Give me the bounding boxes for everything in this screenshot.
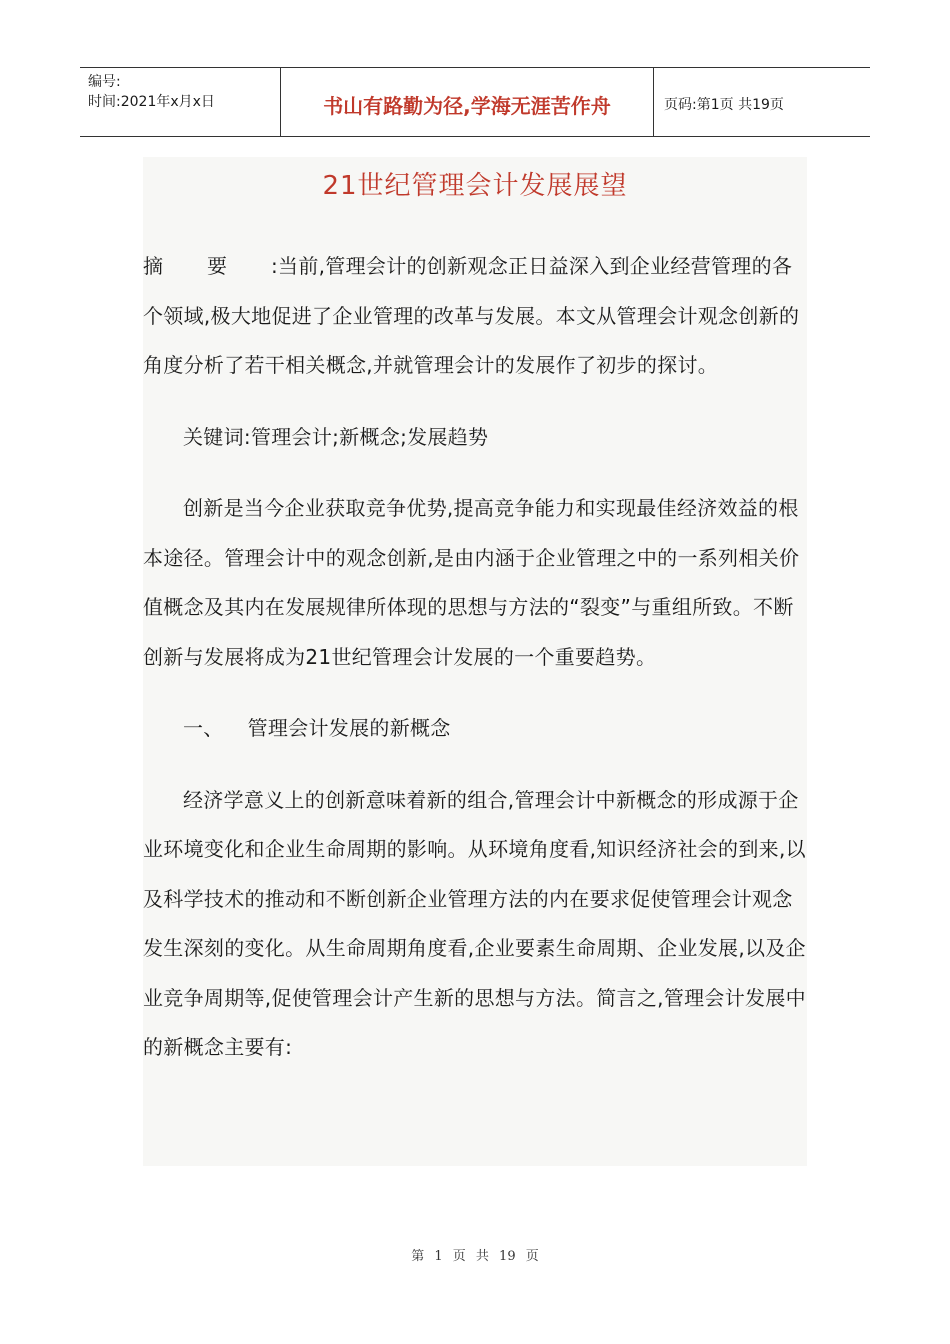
- abstract-label: 摘要: [143, 254, 271, 278]
- page-footer: 第 1 页 共 19 页: [411, 1249, 539, 1264]
- section-title: 管理会计发展的新概念: [247, 716, 451, 740]
- body-paragraph-2: 经济学意义上的创新意味着新的组合,管理会计中新概念的形成源于企业环境变化和企业生命周期的影响。从环境角度看,知识经济社会的到来,以及科学技术的推动和不断创新企业管理方法的内在要求促使管理会计观念发生深刻的变化。从生命周期角度看,企业要素生命周期、企业发展,以及企业竞争周期等,促使管理会计产生新的思想与方法。简言之,管理会计发展中的新概念主要有:: [143, 787, 806, 1059]
- abstract-paragraph: [143, 242, 807, 391]
- keywords-line: 关键词:管理会计;新概念;发展趋势: [183, 424, 489, 449]
- document-title: 21世纪管理会计发展展望: [322, 171, 628, 201]
- header-number-label: 编号:: [88, 74, 121, 90]
- abstract-text: :当前,管理会计的创新观念正日益深入到企业经营管理的各个领域,极大地促进了企业管理的改革与发展。本文从管理会计观念创新的角度分析了若干相关概念,并就管理会计的发展作了初步的探讨。: [143, 254, 800, 377]
- section-heading: [143, 704, 807, 754]
- section-number: 一、: [183, 716, 224, 740]
- header-page-label: 页码:第1页 共19页: [664, 97, 784, 113]
- header-date-label: 时间:2021年x月x日: [88, 94, 215, 110]
- document-body: [143, 157, 807, 1166]
- document-header: [80, 67, 870, 137]
- header-meta-cell: [80, 68, 281, 136]
- header-motto: 书山有路勤为径,学海无涯苦作舟: [281, 68, 654, 136]
- body-paragraph-1: 创新是当今企业获取竞争优势,提高竞争能力和实现最佳经济效益的根本途径。管理会计中的观念创新,是由内涵于企业管理之中的一系列相关价值概念及其内在发展规律所体现的思想与方法的“裂变”与重组所致。不断创新与发展将成为21世纪管理会计发展的一个重要趋势。: [143, 496, 800, 669]
